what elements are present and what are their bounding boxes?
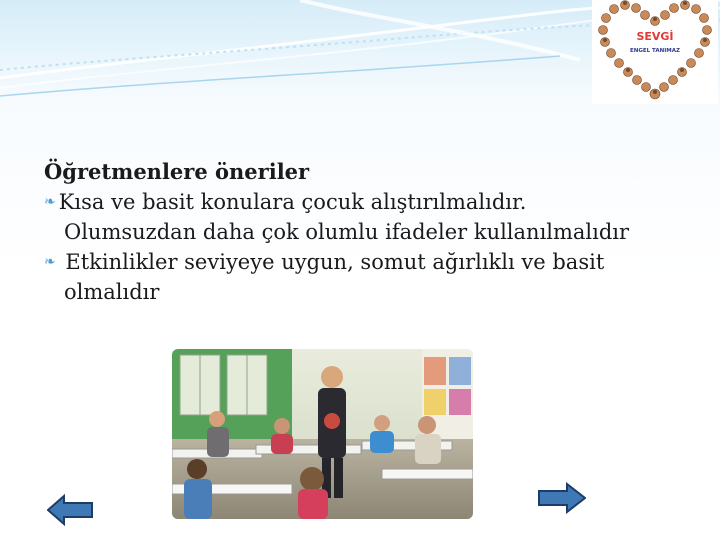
bullet-2-line1: Etkinlikler seviyeye uygun, somut ağırlıklı ve basit [58, 250, 605, 274]
logo-subtitle: ENGEL TANIMAZ [630, 48, 680, 54]
left-arrow-icon [47, 494, 93, 526]
slide-body [44, 157, 684, 307]
bullet-1-line1: Kısa ve basit konulara çocuk alıştırılmalıdır. [58, 190, 527, 214]
bullet-item-2 [44, 247, 684, 277]
logo-title: SEVGİ [636, 30, 674, 43]
right-arrow-icon [538, 482, 586, 514]
bullet-2-line2: olmalıdır [64, 280, 160, 304]
previous-slide-button[interactable] [47, 494, 93, 526]
next-slide-button[interactable] [538, 482, 586, 514]
bullet-icon: ❧ [44, 254, 56, 270]
classroom-photo [172, 349, 473, 519]
bullet-item-1 [44, 187, 684, 217]
sevgi-logo [592, 0, 718, 104]
bullet-icon: ❧ [44, 194, 56, 210]
slide-heading: Öğretmenlere öneriler [44, 159, 310, 184]
bullet-1-line2: Olumsuzdan daha çok olumlu ifadeler kullanılmalıdır [64, 220, 630, 244]
